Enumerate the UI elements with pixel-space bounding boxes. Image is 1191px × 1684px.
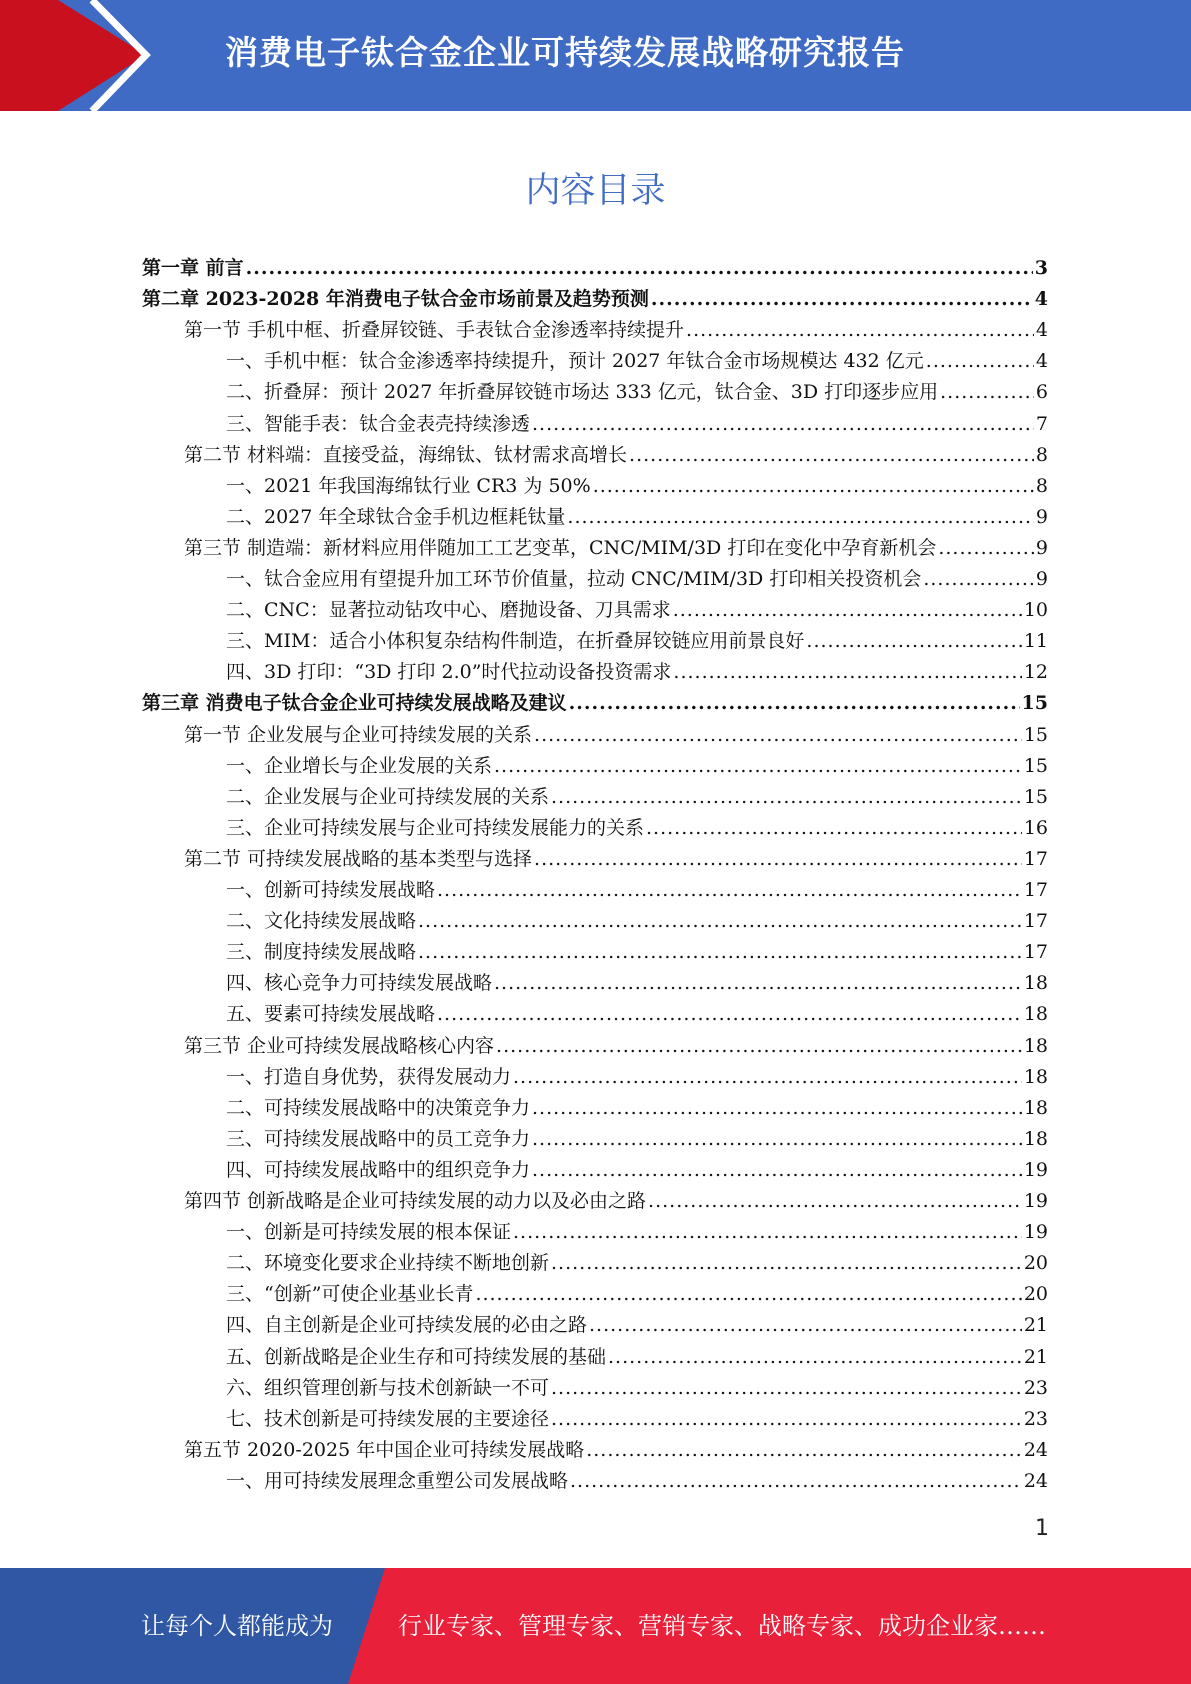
- toc-entry-page: 19: [1023, 1159, 1048, 1181]
- toc-entry[interactable]: [226, 471, 1048, 502]
- toc-entry-title: 一、用可持续发展理念重塑公司发展战略: [226, 1470, 569, 1492]
- toc-entry-page: 23: [1023, 1377, 1048, 1399]
- toc-leader-dots: [926, 346, 1034, 377]
- toc-entry[interactable]: [226, 377, 1048, 408]
- toc-leader-dots: [532, 1093, 1022, 1124]
- toc-leader-dots: [418, 906, 1022, 937]
- toc-leader-dots: [569, 688, 1020, 719]
- toc-leader-dots: [496, 1031, 1022, 1062]
- toc-entry-page: 4: [1034, 288, 1048, 310]
- toc-entry-page: 6: [1035, 381, 1048, 403]
- toc-entry[interactable]: [226, 937, 1048, 968]
- toc-entry-page: 20: [1023, 1283, 1048, 1305]
- toc-entry-title: 第四节 创新战略是企业可持续发展的动力以及必由之路: [184, 1190, 647, 1212]
- toc-entry[interactable]: [226, 751, 1048, 782]
- toc-entry-page: 18: [1023, 972, 1048, 994]
- toc-entry-title: 五、要素可持续发展战略: [226, 1003, 436, 1025]
- toc-leader-dots: [246, 253, 1033, 284]
- toc-entry-title: 二、2027 年全球钛合金手机边框耗钛量: [226, 506, 566, 528]
- toc-leader-dots: [551, 1404, 1022, 1435]
- toc-entry-title: 第二节 可持续发展战略的基本类型与选择: [184, 848, 533, 870]
- footer-slogan-left: 让每个人都能成为: [141, 1612, 333, 1640]
- toc-entry[interactable]: [226, 502, 1048, 533]
- toc-entry-page: 19: [1023, 1190, 1048, 1212]
- toc-entry-title: 六、组织管理创新与技术创新缺一不可: [226, 1377, 550, 1399]
- toc-leader-dots: [586, 1435, 1022, 1466]
- toc-entry-page: 21: [1023, 1346, 1048, 1368]
- toc-entry[interactable]: [184, 844, 1048, 875]
- toc-entry[interactable]: [226, 1342, 1048, 1373]
- toc-leader-dots: [923, 564, 1034, 595]
- toc-entry[interactable]: [184, 1031, 1048, 1062]
- toc-entry[interactable]: [226, 1310, 1048, 1341]
- toc-entry[interactable]: [184, 1186, 1048, 1217]
- toc-entry-page: 9: [1035, 568, 1048, 590]
- toc-entry-page: 9: [1035, 537, 1048, 559]
- toc-entry-title: 七、技术创新是可持续发展的主要途径: [226, 1408, 550, 1430]
- toc-entry[interactable]: [226, 564, 1048, 595]
- toc-entry[interactable]: [184, 440, 1048, 471]
- toc-entry-title: 三、MIM：适合小体积复杂结构件制造，在折叠屏铰链应用前景良好: [226, 630, 805, 652]
- toc-entry-page: 15: [1023, 786, 1048, 808]
- toc-entry-page: 15: [1021, 692, 1048, 714]
- toc-leader-dots: [589, 1310, 1022, 1341]
- toc-entry-title: 二、可持续发展战略中的决策竞争力: [226, 1097, 531, 1119]
- toc-entry-title: 一、钛合金应用有望提升加工环节价值量，拉动 CNC/MIM/3D 打印相关投资机会: [226, 568, 922, 590]
- toc-leader-dots: [494, 968, 1022, 999]
- toc-leader-dots: [940, 377, 1034, 408]
- toc-entry-title: 四、可持续发展战略中的组织竞争力: [226, 1159, 531, 1181]
- toc-leader-dots: [513, 1062, 1022, 1093]
- toc-entry-title: 一、企业增长与企业发展的关系: [226, 755, 493, 777]
- toc-leader-dots: [646, 813, 1022, 844]
- toc-leader-dots: [513, 1217, 1022, 1248]
- toc-entry-page: 18: [1023, 1128, 1048, 1150]
- toc-entry[interactable]: [226, 1093, 1048, 1124]
- toc-entry-page: 15: [1023, 755, 1048, 777]
- toc-entry[interactable]: [226, 595, 1048, 626]
- toc-entry-title: 第一节 企业发展与企业可持续发展的关系: [184, 724, 533, 746]
- red-arrow-logo: [0, 0, 160, 111]
- toc-entry-title: 五、创新战略是企业生存和可持续发展的基础: [226, 1346, 607, 1368]
- toc-entry-title: 一、手机中框：钛合金渗透率持续提升，预计 2027 年钛合金市场规模达 432 亿元: [226, 350, 924, 372]
- toc-entry-page: 17: [1023, 879, 1048, 901]
- toc-leader-dots: [534, 720, 1022, 751]
- toc-entry-title: 四、自主创新是企业可持续发展的必由之路: [226, 1314, 588, 1336]
- toc-entry[interactable]: [226, 813, 1048, 844]
- toc-entry-title: 三、制度持续发展战略: [226, 941, 417, 963]
- toc-entry[interactable]: [184, 533, 1048, 564]
- toc-entry[interactable]: [226, 875, 1048, 906]
- toc-entry[interactable]: [184, 720, 1048, 751]
- toc-entry-page: 18: [1023, 1097, 1048, 1119]
- toc-entry-page: 11: [1023, 630, 1048, 652]
- toc-entry-page: 8: [1035, 475, 1048, 497]
- toc-entry[interactable]: [226, 1279, 1048, 1310]
- toc-leader-dots: [648, 1186, 1022, 1217]
- toc-entry-title: 一、创新可持续发展战略: [226, 879, 436, 901]
- toc-entry-page: 18: [1023, 1066, 1048, 1088]
- toc-leader-dots: [437, 875, 1022, 906]
- toc-entry-title: 二、环境变化要求企业持续不断地创新: [226, 1252, 550, 1274]
- toc-entry-title: 三、企业可持续发展与企业可持续发展能力的关系: [226, 817, 645, 839]
- toc-entry-title: 三、“创新”可使企业基业长青: [226, 1283, 474, 1305]
- footer-slogan-right: 行业专家、管理专家、营销专家、战略专家、成功企业家……: [398, 1612, 1046, 1640]
- toc-leader-dots: [532, 409, 1034, 440]
- toc-entry-page: 19: [1023, 1221, 1048, 1243]
- toc-entry-title: 四、核心竞争力可持续发展战略: [226, 972, 493, 994]
- toc-heading: 内容目录: [525, 171, 666, 211]
- toc-leader-dots: [534, 844, 1022, 875]
- toc-entry-page: 3: [1034, 257, 1048, 279]
- toc-entry-title: 第三章 消费电子钛合金企业可持续发展战略及建议: [142, 692, 567, 714]
- toc-entry-page: 15: [1023, 724, 1048, 746]
- toc-entry-page: 4: [1035, 350, 1048, 372]
- toc-entry-title: 第一章 前言: [142, 257, 244, 279]
- toc-entry-page: 10: [1023, 599, 1048, 621]
- toc-entry[interactable]: [142, 253, 1048, 284]
- toc-leader-dots: [593, 471, 1034, 502]
- toc-leader-dots: [938, 533, 1034, 564]
- toc-leader-dots: [551, 1248, 1022, 1279]
- toc-leader-dots: [673, 595, 1022, 626]
- toc-entry-title: 三、可持续发展战略中的员工竞争力: [226, 1128, 531, 1150]
- toc-entry-title: 一、创新是可持续发展的根本保证: [226, 1221, 512, 1243]
- toc-entry[interactable]: [184, 1435, 1048, 1466]
- toc-entry-page: 16: [1023, 817, 1048, 839]
- toc-entry[interactable]: [226, 1155, 1048, 1186]
- toc-leader-dots: [651, 284, 1033, 315]
- toc-leader-dots: [551, 782, 1022, 813]
- toc-entry-title: 二、CNC：显著拉动钻攻中心、磨抛设备、刀具需求: [226, 599, 671, 621]
- toc-entry[interactable]: [184, 315, 1048, 346]
- toc-entry-page: 9: [1035, 506, 1048, 528]
- toc-entry[interactable]: [142, 688, 1048, 719]
- toc-entry[interactable]: [226, 1373, 1048, 1404]
- toc-entry[interactable]: [226, 782, 1048, 813]
- toc-leader-dots: [686, 315, 1034, 346]
- toc-entry-title: 二、折叠屏：预计 2027 年折叠屏铰链市场达 333 亿元，钛合金、3D 打印逐步应用: [226, 381, 939, 403]
- toc-entry[interactable]: [142, 284, 1048, 315]
- toc-entry-title: 第二节 材料端：直接受益，海绵钛、钛材需求高增长: [184, 444, 628, 466]
- toc-leader-dots: [806, 626, 1021, 657]
- toc-entry-page: 7: [1035, 413, 1048, 435]
- toc-entry-page: 12: [1023, 661, 1048, 683]
- toc-entry[interactable]: [226, 346, 1048, 377]
- toc-entry-title: 第三节 企业可持续发展战略核心内容: [184, 1035, 495, 1057]
- toc-entry[interactable]: [226, 1062, 1048, 1093]
- toc-entry-page: 18: [1023, 1035, 1048, 1057]
- toc-entry-title: 第三节 制造端：新材料应用伴随加工工艺变革，CNC/MIM/3D 打印在变化中孕育新机会: [184, 537, 937, 559]
- toc-entry-title: 一、2021 年我国海绵钛行业 CR3 为 50%: [226, 475, 591, 497]
- report-title: 消费电子钛合金企业可持续发展战略研究报告: [225, 33, 905, 72]
- toc-entry[interactable]: [226, 1217, 1048, 1248]
- toc-entry-page: 21: [1023, 1314, 1048, 1336]
- toc-entry[interactable]: [226, 999, 1048, 1030]
- toc-entry-title: 四、3D 打印：“3D 打印 2.0”时代拉动设备投资需求: [226, 661, 672, 683]
- toc-leader-dots: [567, 502, 1034, 533]
- toc-leader-dots: [494, 751, 1022, 782]
- toc-entry-page: 17: [1023, 848, 1048, 870]
- toc-entry-page: 17: [1023, 910, 1048, 932]
- toc-leader-dots: [475, 1279, 1021, 1310]
- toc-entry[interactable]: [226, 409, 1048, 440]
- toc-entry-title: 第一节 手机中框、折叠屏铰链、手表钛合金渗透率持续提升: [184, 319, 685, 341]
- toc-entry-title: 二、企业发展与企业可持续发展的关系: [226, 786, 550, 808]
- toc-entry-page: 4: [1035, 319, 1048, 341]
- toc-leader-dots: [532, 1124, 1022, 1155]
- toc-leader-dots: [608, 1342, 1022, 1373]
- toc-entry[interactable]: [226, 1404, 1048, 1435]
- toc-entry-page: 24: [1023, 1439, 1048, 1461]
- toc-leader-dots: [532, 1155, 1022, 1186]
- toc-entry-page: 17: [1023, 941, 1048, 963]
- toc-entry[interactable]: [226, 1248, 1048, 1279]
- footer-banner: [0, 1568, 1191, 1684]
- toc-leader-dots: [673, 657, 1021, 688]
- toc-leader-dots: [570, 1466, 1022, 1497]
- toc-entry[interactable]: [226, 968, 1048, 999]
- toc-entry-page: 23: [1023, 1408, 1048, 1430]
- toc-entry[interactable]: [226, 1466, 1048, 1497]
- toc-leader-dots: [437, 999, 1022, 1030]
- toc-entry-page: 20: [1023, 1252, 1048, 1274]
- toc-entry[interactable]: [226, 1124, 1048, 1155]
- toc-leader-dots: [551, 1373, 1022, 1404]
- toc-entry-title: 二、文化持续发展战略: [226, 910, 417, 932]
- toc-entry-page: 24: [1023, 1470, 1048, 1492]
- toc-entry[interactable]: [226, 657, 1048, 688]
- toc-entry-page: 8: [1035, 444, 1048, 466]
- toc-entry-title: 三、智能手表：钛合金表壳持续渗透: [226, 413, 531, 435]
- toc-entry-title: 一、打造自身优势，获得发展动力: [226, 1066, 512, 1088]
- toc-entry[interactable]: [226, 906, 1048, 937]
- toc-entry-title: 第五节 2020-2025 年中国企业可持续发展战略: [184, 1439, 585, 1461]
- toc-entry-page: 18: [1023, 1003, 1048, 1025]
- page-number: 1: [1035, 1516, 1049, 1541]
- toc-entry-title: 第二章 2023-2028 年消费电子钛合金市场前景及趋势预测: [142, 288, 649, 310]
- toc-leader-dots: [629, 440, 1034, 471]
- toc-entry[interactable]: [226, 626, 1048, 657]
- toc-leader-dots: [418, 937, 1022, 968]
- report-header-band: [0, 0, 1191, 111]
